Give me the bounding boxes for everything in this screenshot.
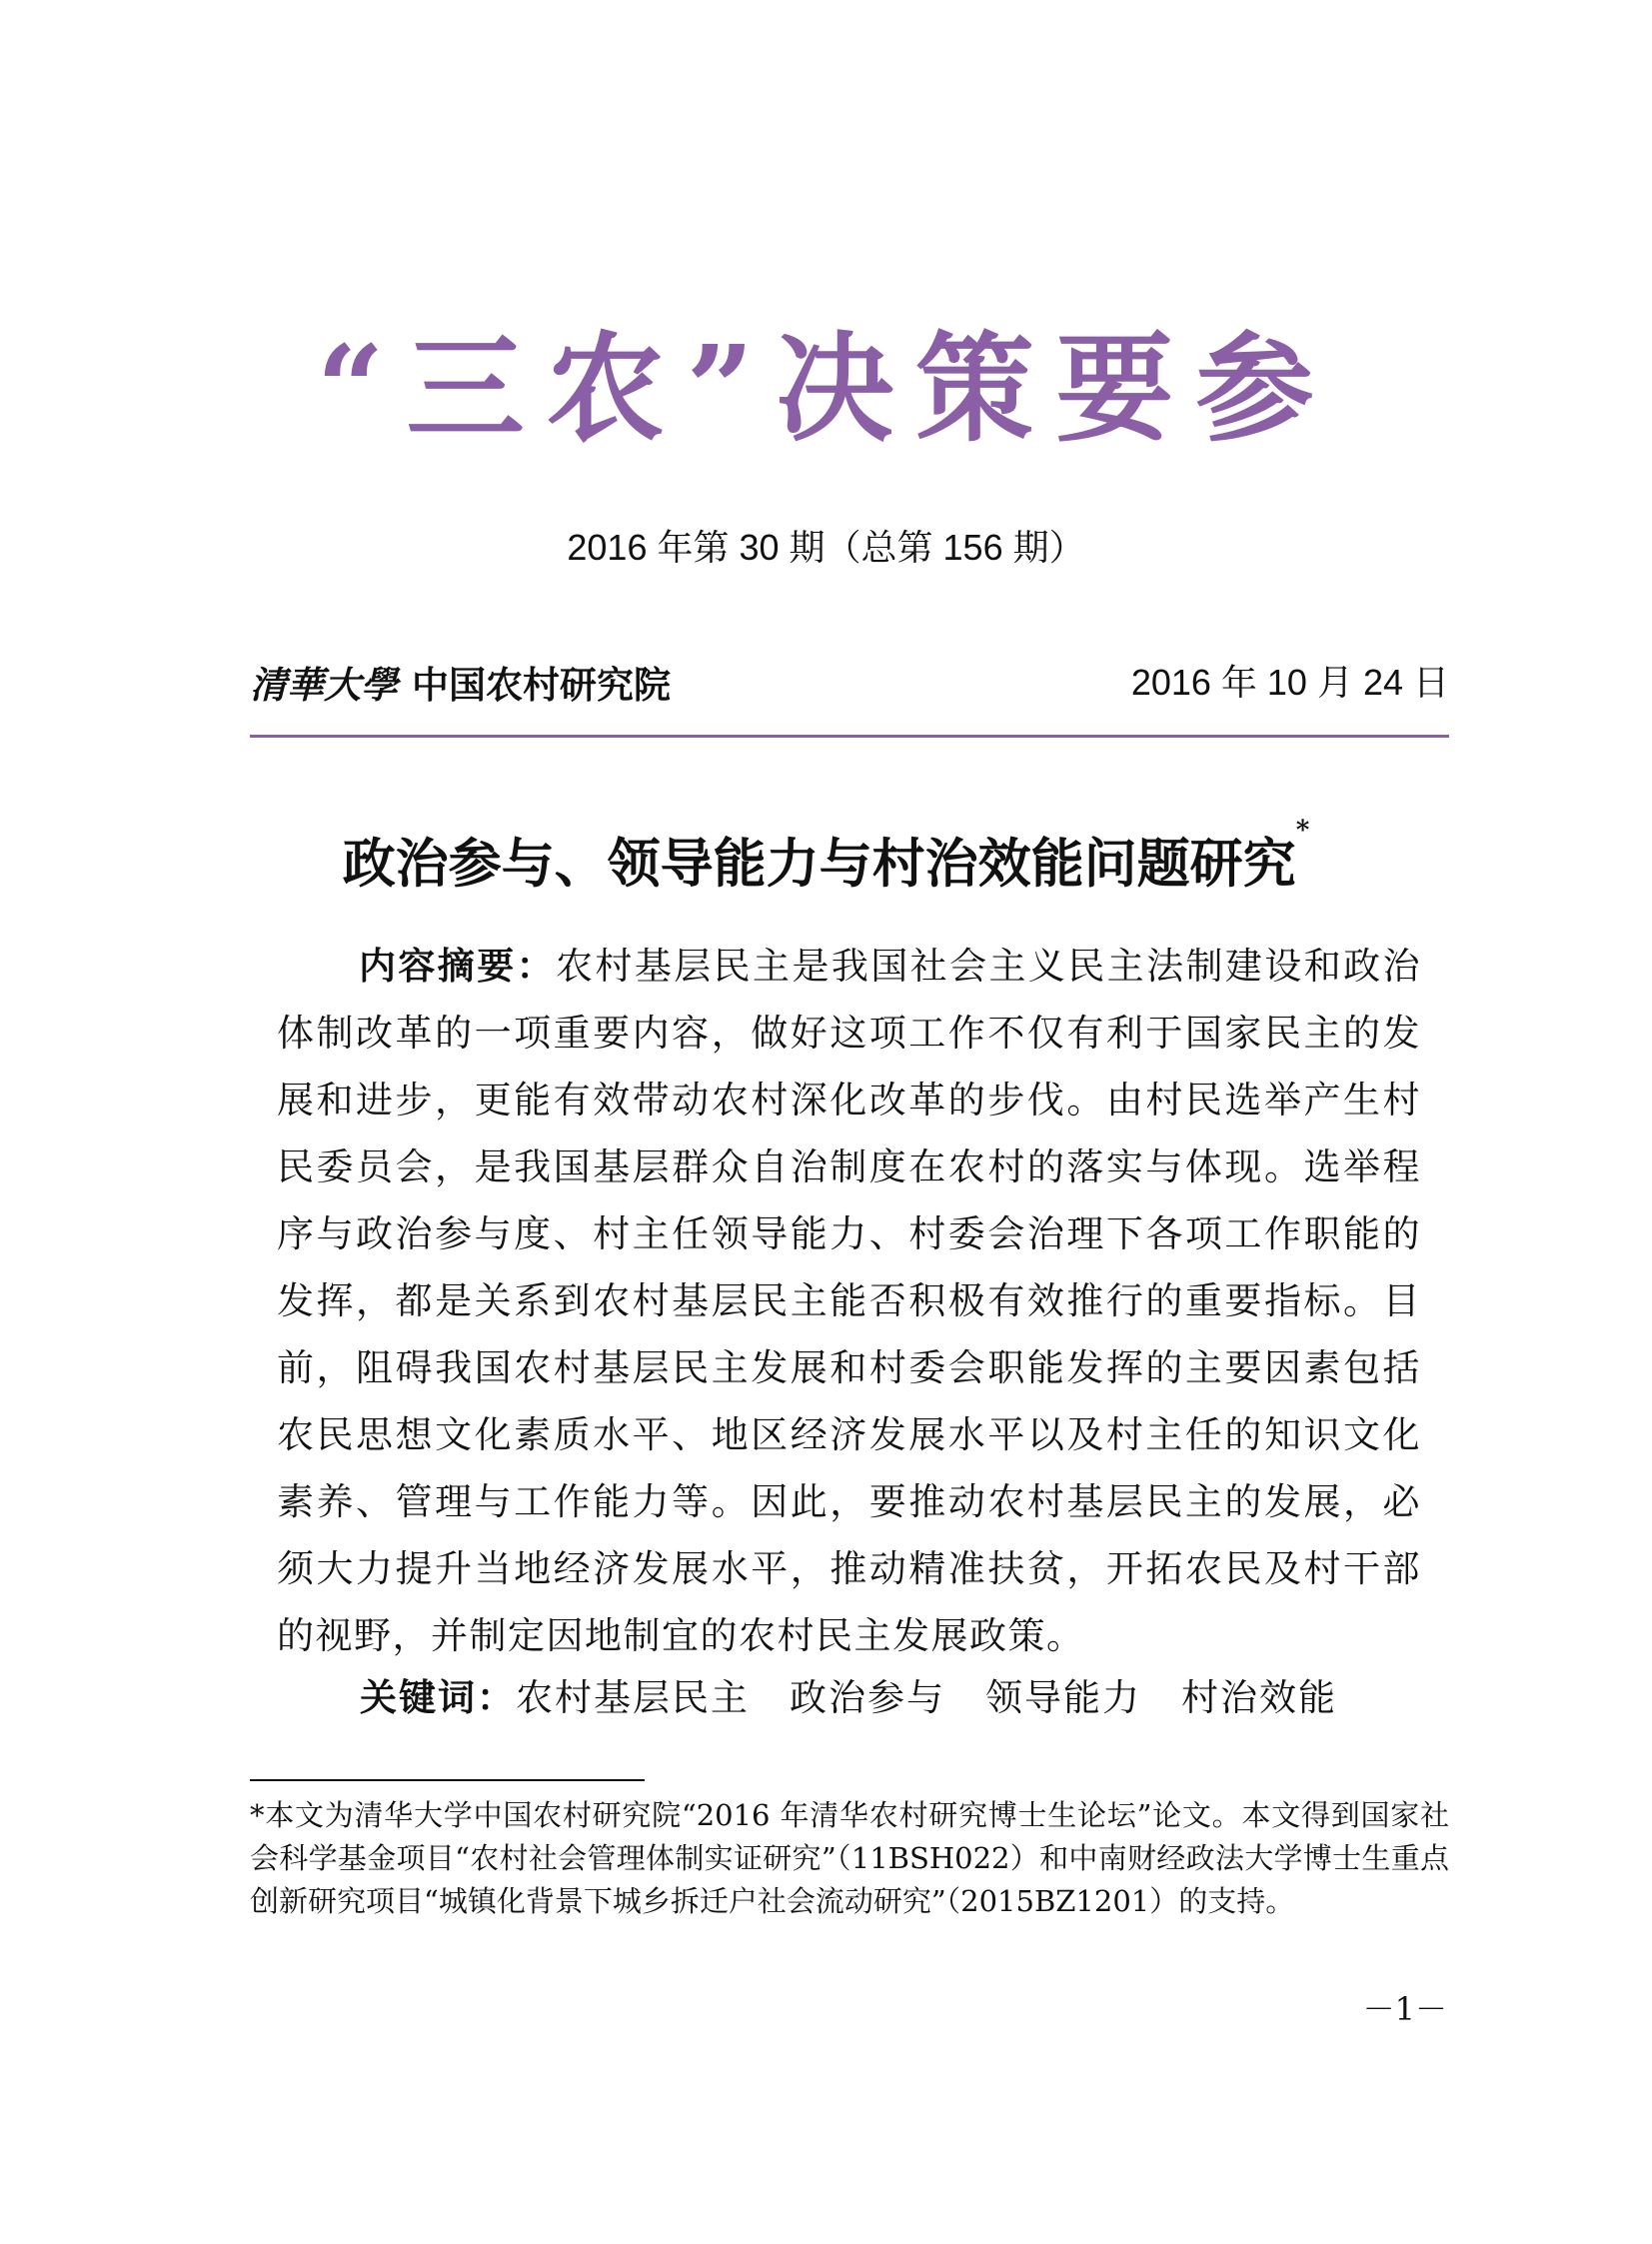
footnote: *本文为清华大学中国农村研究院“2016 年清华农村研究博士生论坛”论文。本文得到国家社会科学基金项目“农村社会管理体制实证研究”（11BSH022）和中南财经政法大学博士生重点创新研究项目“城镇化背景下城乡拆迁户社会流动研究”（2015BZ1201）的支持。 [250, 1798, 1449, 1918]
title-footnote-mark: * [1295, 816, 1310, 846]
publication-date: 2016 年 10 月 24 日 [1130, 662, 1449, 703]
institute-name: 中国农村研究院 [412, 663, 671, 707]
keyword: 农村基层民主 [516, 1676, 750, 1719]
abstract-label: 内容摘要： [359, 944, 557, 988]
keywords-label: 关键词： [360, 1675, 516, 1719]
page-number: －1－ [1362, 1990, 1447, 2028]
article-title-text: 政治参与、领导能力与村治效能问题研究 [342, 833, 1296, 895]
keyword: 领导能力 [985, 1676, 1141, 1719]
article-title [0, 816, 1652, 898]
abstract [277, 933, 1421, 1669]
footnote-divider [250, 1779, 645, 1781]
university-logo-text: 清華大學 [250, 663, 398, 707]
keywords [360, 1667, 1377, 1721]
publication-header [250, 655, 1449, 715]
keyword: 政治参与 [790, 1676, 945, 1719]
keyword: 村治效能 [1181, 1676, 1337, 1719]
masthead-title: “三农”决策要参 [316, 319, 1336, 458]
abstract-text: 农村基层民主是我国社会主义民主法制建设和政治体制改革的一项重要内容，做好这项工作不仅有利于国家民主的发展和进步，更能有效带动农村深化改革的步伐。由村民选举产生村民委员会，是我国基层群众自治制度在农村的落实与体现。选举程序与政治参与度、村主任领导能力、村委会治理下各项工作职能的发挥，都是关系到农村基层民主能否积极有效推行的重要指标。目前，阻碍我国农村基层民主发展和村委会职能发挥的主要因素包括农民思想文化素质水平、地区经济发展水平以及村主任的知识文化素养、管理与工作能力等。因此，要推动农村基层民主的发展，必须大力提升当地经济发展水平，推动精准扶贫，开拓农民及村干部的视野，并制定因地制宜的农村民主发展政策。 [277, 945, 1422, 1657]
institution [250, 655, 671, 709]
header-divider [250, 735, 1449, 738]
issue-number: 2016 年第 30 期（总第 156 期） [567, 527, 1085, 568]
